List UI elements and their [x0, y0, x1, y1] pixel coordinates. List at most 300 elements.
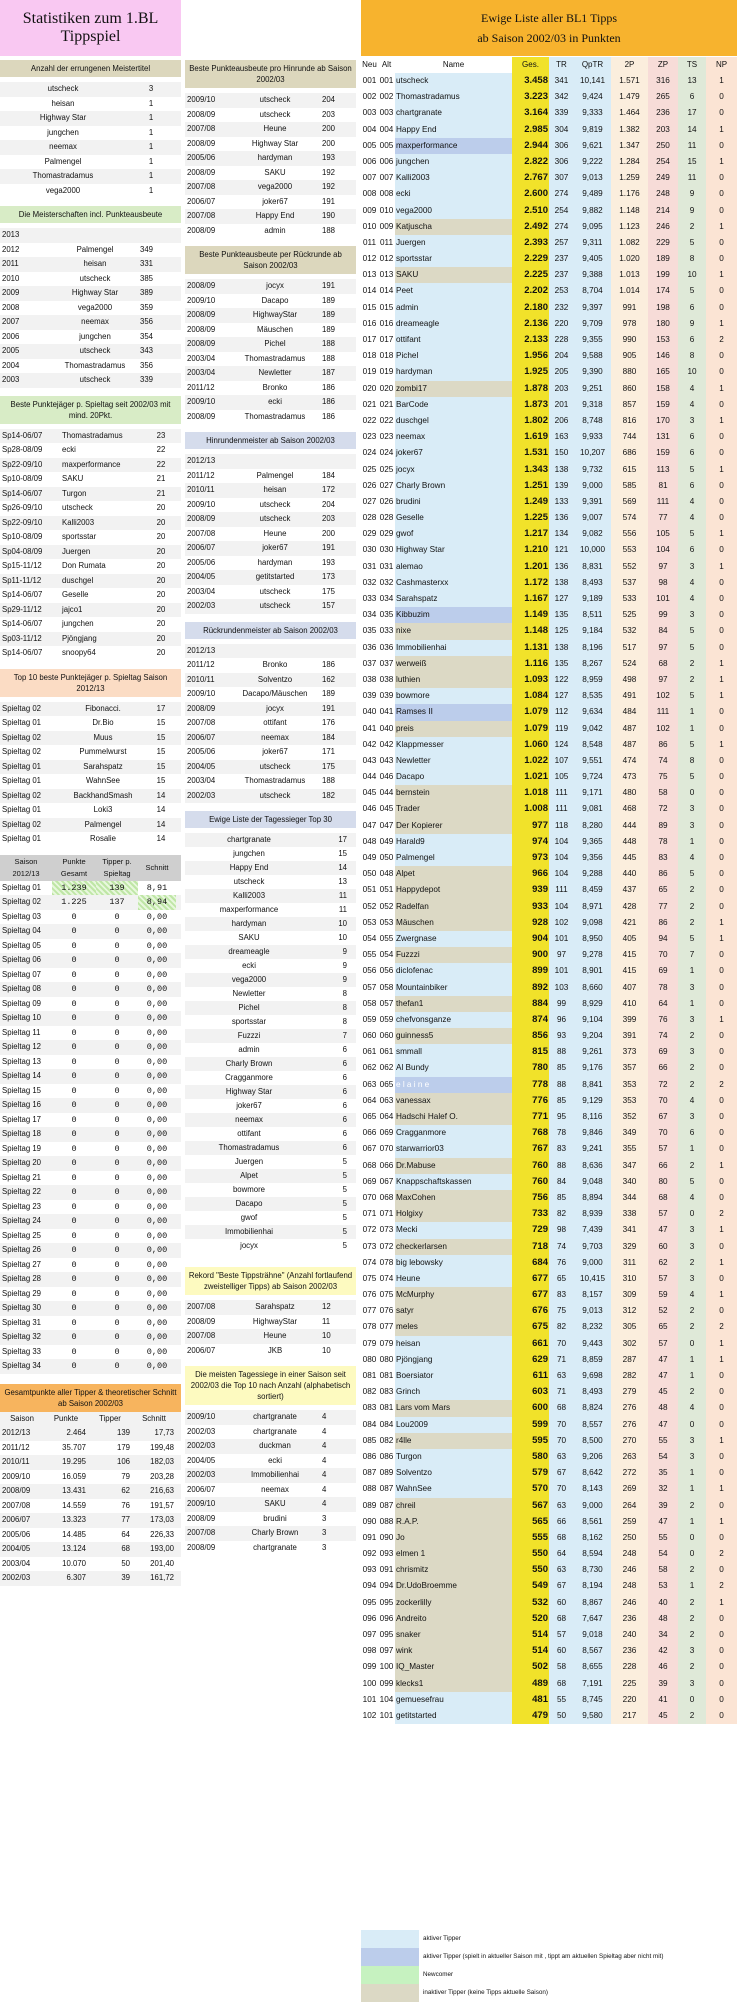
ewig-row — [361, 1368, 737, 1384]
ewig-row — [361, 575, 737, 591]
ewig-cell: 899 — [512, 963, 549, 979]
rueckrundenmeister-header: Rückrundenmeister ab Saison 2002/03 — [185, 622, 356, 639]
ewig-cell: 287 — [611, 1352, 648, 1368]
meistertitel-cell: 1 — [148, 113, 154, 122]
legend — [361, 1930, 737, 2002]
ewig-cell: 2 — [678, 1384, 706, 1400]
ewig-cell: 70 — [648, 1093, 678, 1109]
ewig-cell: 0 — [706, 445, 737, 461]
ewig-cell: 415 — [611, 963, 648, 979]
ewig-cell: 9 — [678, 316, 706, 332]
ewig-cell: 084 — [362, 1419, 377, 1429]
ewig-cell: 9,390 — [574, 364, 611, 380]
ewig-cell: 8,493 — [574, 575, 611, 591]
meistertitel-cell: 1 — [148, 98, 154, 108]
gesamtpunkte-cell: 35.707 — [62, 1442, 86, 1452]
saison-table-cell: Spieltag 19 — [2, 1143, 42, 1153]
legend-swatch — [361, 1984, 419, 2002]
saison-table-row — [0, 1098, 181, 1113]
punktejaeger-cell: jajco1 — [62, 604, 83, 614]
ewig-cell: 64 — [549, 1546, 574, 1562]
tagessieger-count: 9 — [342, 975, 347, 984]
ewig-cell: 525 — [611, 607, 648, 623]
ewig-cell: 150 — [549, 445, 574, 461]
rueckrundenmeister-cell: Solventzo — [257, 674, 293, 684]
ewig-name: Highway Star — [395, 542, 512, 558]
ewig-cell: 093 — [379, 1549, 394, 1559]
saison-table-cell: 0 — [71, 940, 77, 951]
ewig-cell: 3 — [678, 1433, 706, 1449]
ewig-cell: 032 — [379, 577, 394, 587]
ewig-cell: 1.079 — [512, 704, 549, 720]
gesamtpunkte-cell: 2.464 — [66, 1428, 86, 1437]
gesamtpunkte-cell: 2005/06 — [2, 1529, 31, 1539]
ewig-cell: 553 — [611, 542, 648, 558]
ewig-name: chrismitz — [395, 1562, 512, 1578]
ewig-cell: 122 — [549, 672, 574, 688]
ewig-cell: 1.210 — [512, 542, 549, 558]
ewig-cell: 63 — [549, 1498, 574, 1514]
ewig-row — [361, 1352, 737, 1368]
top10-cell: Spieltag 02 — [2, 732, 42, 742]
ewig-row — [361, 478, 737, 494]
ewig-cell: 55 — [648, 1433, 678, 1449]
ewig-cell: 0 — [706, 1627, 737, 1643]
ewig-cell: 086 — [362, 1451, 377, 1461]
meiste_tagessiege-row — [185, 1526, 356, 1541]
ewig-cell: 88 — [549, 1158, 574, 1174]
hinrundenmeister-row — [185, 527, 356, 542]
saison-table-cell: Spieltag 18 — [2, 1129, 42, 1138]
hinrundenmeister-cell: 2009/10 — [187, 499, 216, 509]
ewig-cell: 220 — [611, 1692, 648, 1708]
ewig-row — [361, 1109, 737, 1125]
saison-table-cell: 0 — [71, 1332, 77, 1342]
ewig-cell: 083 — [362, 1403, 377, 1413]
ewig-row — [361, 122, 737, 138]
tagessieger-name: gwof — [240, 1213, 258, 1222]
ewig-cell: 2 — [678, 672, 706, 688]
rueckrundenmeister-cell: 176 — [322, 718, 336, 727]
hinrundenmeister-cell: 2003/04 — [187, 586, 216, 596]
ewig-cell: 2.136 — [512, 316, 549, 332]
rueckrundenmeister-cell: utscheck — [259, 761, 291, 771]
ewig-cell: 094 — [379, 1581, 394, 1591]
punktejaeger-row — [0, 574, 181, 589]
ewig-cell: 125 — [549, 623, 574, 639]
ewig-cell: 246 — [611, 1562, 648, 1578]
hinrundenmeister-row — [185, 454, 356, 469]
ewig-cell: 078 — [379, 1257, 394, 1267]
rueckrunde-cell: 186 — [322, 411, 336, 421]
rekord-cell: 2006/07 — [187, 1345, 216, 1355]
rueckrunde-cell: 2008/09 — [187, 281, 216, 290]
hinrundenmeister-cell: 2006/07 — [187, 543, 216, 552]
hinrunde-cell: 2006/07 — [187, 196, 216, 206]
punktejaeger-cell: 22 — [156, 459, 166, 469]
ewig-cell: 8,745 — [574, 1692, 611, 1708]
ewig-cell: 63 — [549, 1368, 574, 1384]
ewig-cell: 065 — [379, 1079, 394, 1089]
ewig-cell: 139 — [549, 478, 574, 494]
ewig-cell: 087 — [379, 1500, 394, 1510]
tagessieger-row — [185, 1099, 356, 1113]
ewig-cell: 1 — [678, 1352, 706, 1368]
saison-table-cell: 0 — [114, 1056, 120, 1067]
tagessieger-row — [185, 847, 356, 861]
ewig-cell: 2.229 — [512, 251, 549, 267]
ewig-cell: 2.225 — [512, 267, 549, 283]
ewig-cell: 9,204 — [574, 1028, 611, 1044]
ewig-header-cell: Alt — [381, 60, 392, 69]
ewig-cell: 67 — [648, 1109, 678, 1125]
hinrundenmeister-cell: 2002/03 — [187, 601, 216, 610]
ewig-cell: 66 — [648, 1060, 678, 1076]
ewig-cell: 001 — [362, 76, 377, 85]
ewig-name: joker67 — [395, 445, 512, 461]
ewig-cell: 1.013 — [611, 267, 648, 283]
ewig-cell: 2.822 — [512, 154, 549, 170]
ewig-cell: 9 — [678, 186, 706, 202]
ewig-cell: 0 — [706, 1384, 737, 1400]
saison-table-cell: 0 — [114, 911, 120, 922]
ewig-row — [361, 1174, 737, 1190]
hinrunde-row — [185, 166, 356, 181]
rueckrunde-cell: HighwayStar — [252, 310, 298, 319]
ewig-title-line1: Ewige Liste aller BL1 Tipps — [481, 11, 617, 25]
ewig-row — [361, 1028, 737, 1044]
ewig-cell: 99 — [549, 996, 574, 1012]
ewig-cell: 45 — [648, 1384, 678, 1400]
ewig-cell: 8,901 — [574, 963, 611, 979]
ewig-cell: 041 — [362, 723, 377, 733]
meisterschaften-cell: jungchen — [79, 331, 111, 341]
saison-table-cell: 0 — [114, 1143, 120, 1154]
ewig-cell: 0 — [706, 1028, 737, 1044]
saison-table-cell: 1.239 — [52, 881, 96, 896]
ewig-row — [361, 785, 737, 801]
ewig-cell: 579 — [512, 1465, 549, 1481]
ewig-cell: 1 — [706, 1255, 737, 1271]
tagessieger-name: hardyman — [231, 919, 267, 928]
ewig-cell: 236 — [611, 1643, 648, 1659]
ewig-row — [361, 834, 737, 850]
ewig-cell: 1.802 — [512, 413, 549, 429]
ewig-cell: 217 — [611, 1708, 648, 1724]
tagessieger-count: 9 — [342, 947, 347, 956]
ewig-cell: 088 — [379, 1516, 394, 1526]
meiste_tagessiege-cell: Charly Brown — [251, 1528, 299, 1537]
meiste_tagessiege-row — [185, 1410, 356, 1425]
ewig-name: Der Kopierer — [395, 818, 512, 834]
gesamtpunkte-cell: 106 — [116, 1457, 130, 1466]
ewig-cell: 1.531 — [512, 445, 549, 461]
punktejaeger-cell: Sp28-08/09 — [2, 445, 43, 454]
ewig-cell: 857 — [611, 397, 648, 413]
saison-table-cell: 0,00 — [146, 1230, 168, 1241]
rueckrundenmeister-row — [185, 644, 356, 659]
ewig-cell: 0 — [706, 1643, 737, 1659]
ewig-cell: 1.343 — [512, 462, 549, 478]
ewig-cell: 0 — [706, 542, 737, 558]
ewig-name: vanessax — [395, 1093, 512, 1109]
punktejaeger-cell: Sp11-11/12 — [2, 575, 42, 585]
ewig-cell: 8 — [678, 251, 706, 267]
ewig-cell: 9,732 — [574, 462, 611, 478]
punktejaeger-cell: Sp29-11/12 — [2, 604, 42, 614]
gesamtpunkte-cell: 2012/13 — [2, 1428, 31, 1437]
ewig-name: guinness5 — [395, 1028, 512, 1044]
ewig-cell: 46 — [648, 1659, 678, 1675]
ewig-cell: 0 — [706, 1271, 737, 1287]
punktejaeger-cell: Sp10-08/09 — [2, 532, 43, 541]
ewig-cell: 1.347 — [611, 138, 648, 154]
rueckrundenmeister-row — [185, 658, 356, 673]
meistertitel-cell: 1 — [148, 127, 154, 137]
meiste_tagessiege-cell: 4 — [322, 1470, 327, 1479]
punktejaeger-row — [0, 458, 181, 473]
ewig-cell: 0 — [706, 1190, 737, 1206]
ewig-cell: 060 — [362, 1031, 377, 1041]
saison-table-cell: 0 — [71, 1201, 77, 1212]
ewig-cell: 481 — [512, 1692, 549, 1708]
ewig-cell: 203 — [648, 122, 678, 138]
ewig-row — [361, 413, 737, 429]
ewig-cell: 70 — [549, 1433, 574, 1449]
saison-table-cell: 0 — [71, 1056, 77, 1067]
hinrundenmeister-row — [185, 556, 356, 571]
rekord-cell: HighwayStar — [252, 1316, 298, 1326]
tagessieger-name: Immobilienhai — [224, 1227, 274, 1236]
ewig-cell: 066 — [379, 1160, 394, 1170]
ewig-cell: 099 — [379, 1678, 394, 1688]
ewig-cell: 4 — [678, 397, 706, 413]
ewig-cell: 72 — [648, 1077, 678, 1093]
hinrunde-cell: 2007/08 — [187, 211, 216, 220]
meisterschaften-cell: 356 — [140, 360, 154, 370]
ewig-cell: 0 — [678, 1206, 706, 1222]
gesamtpunkte-cell: 50 — [121, 1558, 130, 1568]
meisterschaften-header: Die Meisterschaften incl. Punkteausbeute — [0, 206, 181, 223]
ewig-cell: 006 — [362, 156, 377, 166]
punktejaeger-cell: duschgel — [62, 575, 94, 585]
meisterschaften-cell: neemax — [81, 317, 109, 326]
ewig-cell: 991 — [611, 300, 648, 316]
tagessieger-name: Fuzzzi — [237, 1031, 261, 1040]
meistertitel-row — [0, 155, 181, 170]
ewig-cell: 1 — [706, 737, 737, 753]
ewig-cell: 58 — [549, 1659, 574, 1675]
ewig-cell: 1.018 — [512, 785, 549, 801]
meistertitel-row — [0, 126, 181, 141]
ewig-cell: 250 — [611, 1530, 648, 1546]
ewig-cell: 355 — [611, 1141, 648, 1157]
ewig-row — [361, 381, 737, 397]
ewig-cell: 102 — [648, 688, 678, 704]
ewig-cell: 552 — [611, 559, 648, 575]
saison-table-cell: 0,00 — [146, 1317, 168, 1328]
ewig-name: heisan — [395, 1336, 512, 1352]
ewig-cell: 024 — [379, 448, 394, 458]
ewig-cell: 0 — [706, 1417, 737, 1433]
ewig-cell: 087 — [362, 1468, 377, 1478]
ewig-cell: 75 — [648, 769, 678, 785]
ewig-row — [361, 1595, 737, 1611]
ewig-cell: 1.020 — [611, 251, 648, 267]
saison-table-cell: 0,00 — [146, 1129, 168, 1139]
ewig-row — [361, 1222, 737, 1238]
saison-table-cell: 0 — [114, 1085, 120, 1096]
ewig-cell: 338 — [611, 1206, 648, 1222]
ewig-row — [361, 526, 737, 542]
ewig-cell: 5 — [678, 526, 706, 542]
ewig-row — [361, 818, 737, 834]
ewig-cell: 55 — [648, 1530, 678, 1546]
ewig-cell: 131 — [648, 429, 678, 445]
saison-table-cell: 0 — [114, 1172, 120, 1183]
ewig-cell: 084 — [379, 1419, 394, 1429]
ewig-cell: 9,171 — [574, 785, 611, 801]
ewig-cell: 307 — [549, 170, 574, 186]
ewig-cell: 9,095 — [574, 219, 611, 235]
ewig-cell: 60 — [648, 1239, 678, 1255]
saison-table-row — [0, 1272, 181, 1287]
ewig-cell: 259 — [611, 1514, 648, 1530]
hinrundenmeister-cell: 173 — [322, 572, 336, 581]
ewig-cell: 98 — [648, 575, 678, 591]
ewig-name: R.A.P. — [395, 1514, 512, 1530]
rueckrundenmeister-cell: 175 — [322, 761, 336, 771]
ewig-cell: 3 — [678, 1012, 706, 1028]
ewig-cell: 2 — [678, 915, 706, 931]
ewig-cell: 063 — [362, 1079, 377, 1089]
hinrundenmeister-cell: 175 — [322, 586, 336, 596]
ewig-cell: 66 — [549, 1514, 574, 1530]
ewig-cell: 027 — [362, 496, 377, 506]
ewig-cell: 8,194 — [574, 1578, 611, 1594]
ewig-cell: 81 — [648, 478, 678, 494]
ewig-cell: 0 — [706, 1044, 737, 1060]
ewig-cell: 48 — [648, 1400, 678, 1416]
saison-table-cell: Spieltag 26 — [2, 1245, 42, 1254]
ewig-cell: 021 — [362, 399, 377, 409]
ewig-cell: 040 — [362, 707, 377, 717]
saison-table-cell: 0,00 — [146, 1172, 168, 1183]
ewig-row — [361, 1336, 737, 1352]
meistertitel-row — [0, 169, 181, 184]
ewig-name: Zwergnase — [395, 931, 512, 947]
ewig-cell: 8,730 — [574, 1562, 611, 1578]
ewig-cell: 9,048 — [574, 1174, 611, 1190]
ewig-cell: 50 — [549, 1708, 574, 1724]
ewig-cell: 9,333 — [574, 105, 611, 121]
gesamtpunkte-row — [0, 1513, 181, 1528]
ewig-cell: 2.767 — [512, 170, 549, 186]
meiste_tagessiege-cell: 2009/10 — [187, 1412, 216, 1421]
ewig-cell: 214 — [648, 203, 678, 219]
ewig-cell: 050 — [362, 869, 377, 879]
ewig-cell: 0 — [706, 429, 737, 445]
ewig-cell: 884 — [512, 996, 549, 1012]
ewig-cell: 0 — [706, 170, 737, 186]
rueckrunde-cell: 2009/10 — [187, 295, 216, 305]
ewig-cell: 9,261 — [574, 1044, 611, 1060]
saison-table-cell: 8,94 — [138, 895, 176, 910]
tagessieger-row — [185, 917, 356, 931]
ewig-cell: 524 — [611, 656, 648, 672]
ewig-cell: 0 — [706, 899, 737, 915]
ewig-cell: 1 — [706, 688, 737, 704]
tagessieger-row — [185, 987, 356, 1001]
ewig-cell: 0 — [706, 801, 737, 817]
ewig-cell: 570 — [512, 1481, 549, 1497]
ewig-cell: 78 — [648, 834, 678, 850]
rueckrunde-cell: 187 — [322, 368, 336, 377]
gesamtpunkte-row — [0, 1571, 181, 1586]
ewig-cell: 556 — [611, 526, 648, 542]
ewig-cell: 013 — [379, 270, 394, 280]
meisterschaften-row — [0, 228, 181, 243]
ewig-cell: 279 — [611, 1384, 648, 1400]
saison-table-cell: Spieltag 31 — [2, 1317, 42, 1327]
saison-table-row — [0, 1026, 181, 1041]
rueckrundenmeister-cell: 2012/13 — [187, 645, 216, 655]
ewig-cell: 9,018 — [574, 1627, 611, 1643]
ewig-name: Geselle — [395, 510, 512, 526]
saison-table-cell: 0 — [114, 1332, 120, 1342]
ewig-cell: 043 — [362, 755, 377, 765]
meiste_tagessiege-row — [185, 1512, 356, 1527]
punktejaeger-cell: 20 — [156, 517, 166, 527]
ewig-cell: 8,493 — [574, 1384, 611, 1400]
ewig-cell: 3 — [678, 559, 706, 575]
ewig-cell: 065 — [362, 1112, 377, 1121]
ewig-cell: 0 — [706, 235, 737, 251]
ewig-name: Harald9 — [395, 834, 512, 850]
ewig-cell: 973 — [512, 850, 549, 866]
meiste_tagessiege-cell: chartgranate — [253, 1426, 297, 1436]
ewig-cell: 1 — [706, 413, 737, 429]
gesamtpunkte-row — [0, 1542, 181, 1557]
ewig-cell: 254 — [549, 203, 574, 219]
saison-table-cell: 0,00 — [146, 1303, 168, 1313]
rueckrunde-cell: 186 — [322, 382, 336, 392]
gesamtpunkte-cell: 13.323 — [62, 1515, 86, 1524]
ewig-row — [361, 737, 737, 753]
ewig-cell: 1 — [706, 73, 737, 89]
ewig-cell: 71 — [549, 1384, 574, 1400]
rekord-cell: 10 — [322, 1331, 331, 1340]
ewig-cell: 1 — [678, 1578, 706, 1594]
ewig-cell: 9,000 — [574, 1255, 611, 1271]
ewig-cell: 8,535 — [574, 688, 611, 704]
ewig-cell: 8,950 — [574, 931, 611, 947]
ewig-cell: 68 — [549, 1611, 574, 1627]
rekord-cell: 12 — [322, 1302, 331, 1311]
ewig-name: BarCode — [395, 397, 512, 413]
saison-table-cell: 0 — [114, 1114, 120, 1125]
hinrundenmeister-cell: 157 — [322, 601, 336, 610]
meistertitel-cell: jungchen — [47, 127, 79, 137]
rueckrundenmeister-cell: Dacapo/Mäuschen — [242, 689, 308, 698]
ewig-cell: 9,000 — [574, 478, 611, 494]
punktejaeger-cell: Sp10-08/09 — [2, 474, 43, 483]
saison-table-row — [0, 1185, 181, 1200]
ewig-cell: 9,288 — [574, 866, 611, 882]
ewig-cell: 024 — [362, 448, 377, 458]
ewig-cell: 2 — [678, 1595, 706, 1611]
ewig-cell: 134 — [549, 526, 574, 542]
